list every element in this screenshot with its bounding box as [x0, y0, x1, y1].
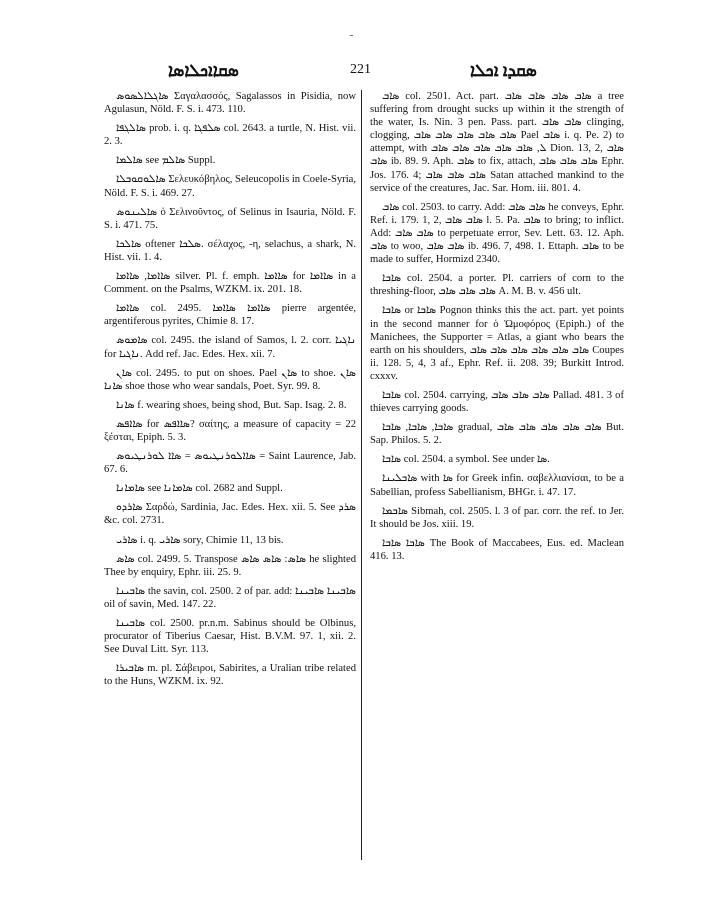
entry: ܣܐܒܠܝܢܐ with ܣܐ for Greek infin. σαβελλιανίσαι, to be a Sabellian, profess Sabellianism, BHGr. i. 47. 17. — [370, 473, 624, 498]
column-divider — [361, 90, 362, 860]
entry: ܣܐܒܐ or ܣܐܒܐ Pognon thinks this the act. part. yet points in the second manner for ὁ Ὠμοφόρος (Epiph.) of the Manichees, the Supporter = Atlas, a giant who bears the earth on his shoulders, ܣܐܒ ܣܐܒ ܣܐܒ ܣܐܒ ܣܐܒ ܣܐܒ Coupes ii. 128. 5, 4, 3 af., Ephr. Ref. ii. 208. 39; Burkitt Introd. cxxxv. — [370, 305, 624, 382]
entry: ܣܐܐܡܐ, ܣܐܐܡܐ silver. Pl. f. emph. ܣܐܐܡܐ for ܣܐܐܡܐ in a Comment. on the Psalms, WZKM. ix. 201. 18. — [104, 271, 356, 296]
entry: ܣܐܒܝܢܐ the savin, col. 2500. 2 of par. add: ܣܐܒܝܢܐ ܣܐܒܝܢܐ oil of savin, Med. 147. 22. — [104, 585, 357, 610]
entry: ܣܐܒܐ ܣܐܒܐ The Book of Maccabees, Eus. ed. Maclean 416. 13. — [370, 537, 624, 562]
entry: ܣܐܢܐ f. wearing shoes, being shod, But. Sap. Isag. 2. 8. — [116, 399, 347, 411]
entry: ܣܐܒܐ, ܣܐܒܐ, ܣܐܒܐ gradual, ܣܐܒ ܣܐܒ ܣܐܒ ܣܐܒ ܣܐܒ But. Sap. Philos. 5. 2. — [370, 422, 624, 447]
page-number: 221 — [350, 62, 371, 77]
entry: ܣܐܪܝ i. q. ܣܐܪܝ sory, Chimie 11, 13 bis. — [116, 534, 284, 546]
entry: ܣܐܠܡܐ see ܣܐܠܡ Suppl. — [116, 155, 216, 167]
entry: ܣܐܒ col. 2503. to carry. Add: ܣܐܒ ܣܐܒ he conveys, Ephr. Ref. i. 179. 1, 2, ܣܐܒ ܣܐܒ l. 5. Pa. ܣܐܒ to bring; to inflict. Add: ܣܐܒ ܣܐܒ to perpetuate error, Sev. Lett. 63. 12. Aph. ܣܐܒ to woo, ܣܐܒ ܣܐܒ ib. 496. 7, 498. 1. Ettaph. ܣܐܒ to be made to suffer, Hormizd 2340. — [370, 201, 625, 266]
entry: ܣܐܓܠܐܠܣܘܣ Σαγαλασσός, Sagalassos in Pisidia, now Agulasun, Nöld. F. S. i. 473. 110. — [104, 91, 356, 116]
entry: ܣܐܠܝܢܘܣ ὁ Σελινοῦντος, of Selinus in Isauria, Nöld. F. S. i. 471. 75. — [104, 206, 356, 231]
entry: ܣܐܣ col. 2499. 5. Transpose ܣܐܣ: ܣܐܣ ܣܐܣ he slighted Thee by enquiry, Ephr. iii. 25. 9. — [104, 553, 356, 578]
entry: ܣܐܐܦܣ for ܣܐܐܦܣ? σαίτης, a measure of capacity = 22 ξέσται, Epiph. 5. 3. — [104, 418, 357, 443]
right-running-head: ܣܩܕܐ ܐܟܠܐ — [470, 61, 537, 80]
entry: ܣܐܪܕܘ Σαρδώ, Sardinia, Jac. Edes. Hex. xii. 5. See ܣܪܕ &c. col. 2731. — [104, 502, 356, 527]
entry: ܣܐܐܠܘܪܢܛܝܘܣ = ܣܐܐ ܠܘܪܢܛܝܘܣ = Saint Laurence, Jab. 67. 6. — [104, 451, 356, 476]
entry: ܣܐܒܝܪܐ m. pl. Σάβειροι, Sabirites, a Uralian tribe related to the Huns, WZKM. ix. 92. — [104, 663, 356, 688]
left-running-head: ܣܩܐܐܟܠܐܣܐ — [168, 61, 239, 80]
left-column — [104, 90, 356, 694]
entry: ܣܐܠܓܦܐ prob. i. q. ܣܠܦܓܐ col. 2643. a turtle, N. Hist. vii. 2. 3. — [104, 123, 356, 148]
entry: ܣܐܒܐ col. 2504. a symbol. See under ܣܐ. — [382, 454, 550, 466]
entry: ܣܐܡܘܣ col. 2495. the island of Samos, l. 2. corr. ܢܐܓܝܐ for ܢܐܓܝܐ. Add ref. Jac. Edes. Hex. xii. 7. — [104, 335, 356, 360]
entry: ܣܐܠܟܐ oftener ܣܠܟܐ. σέλαχος, -η, selachus, a shark, N. Hist. vii. 1. 4. — [104, 238, 357, 263]
top-mark: ـ — [350, 28, 353, 39]
entry: ܣܐܢ col. 2495. to put on shoes. Pael ܣܐܢ to shoe. ܣܐܢ ܣܐܢܐ shoe those who wear sandals, Poet. Syr. 99. 8. — [104, 367, 356, 392]
entry: ܣܐܒܡܐ Sibmah, col. 2505. l. 3 of par. corr. the ref. to Jer. It should be Jos. xiii. 19. — [370, 505, 624, 530]
right-column — [370, 90, 624, 569]
entry: ܣܐܒܐ col. 2504. carrying, ܣܐܒ ܣܐܒ ܣܐܒ Pallad. 481. 3 of thieves carrying goods. — [370, 389, 624, 415]
entry: ܣܐܒܐ col. 2504. a porter. Pl. carriers of corn to the threshing-floor, ܣܐܒ ܣܐܒ ܣܐܒ A. M. B. v. 456 ult. — [370, 273, 624, 298]
entry: ܣܐܠܘܩܘܒܠܐ Σελευκόβηλος, Seleucopolis in Coele-Syria, Nöld. F. S. i. 469. 27. — [104, 174, 356, 199]
entry: ܣܐܒܝܢܐ col. 2500. pr.n.m. Sabinus should be Olbinus, procurator of Tiberius Caesar, Hist. B.V.M. 97. 1, xii. 2. See Duval Litt. Syr. 113. — [104, 618, 356, 656]
entry: ܣܐܒ col. 2501. Act. part. ܣܐܒ ܣܐܒ ܣܐܒ ܣܐܒ a tree suffering from drought sucks up within it the strength of the water, Is. Nin. 3 pen. Pass. part. ܣܐܒ ܣܐܒ clinging, clogging, ܣܐܒ ܣܐܒ ܣܐܒ ܣܐܒ ܣܐܒ Pael ܣܐܒ i. q. Pe. 2) to attempt, with ܠ, ܣܐܒ ܣܐܒ ܣܐܒ ܣܐܒ ܣܐܒ Dion. 13, 2, ܣܐܒ ܣܐܒ ib. 89. 9. Aph. ܣܐܒ to fix, attach, ܣܐܒ ܣܐܒ ܣܐܒ Ephr. Jos. 176. 4; ܣܐܒ ܣܐܒ ܣܐܒ Satan attached mankind to the service of the creatures, Jac. Sar. Hom. iii. 801. 4. — [370, 91, 625, 194]
entry: ܣܐܡܐܢܐ see ܣܐܡܐܢܐ col. 2682 and Suppl. — [116, 483, 283, 495]
entry: ܣܐܐܡܐ col. 2495. ܣܐܐܡܐ ܣܐܐܡܐ pierre argentée, argentiferous pyrites, Chimie 8. 17. — [104, 303, 357, 328]
